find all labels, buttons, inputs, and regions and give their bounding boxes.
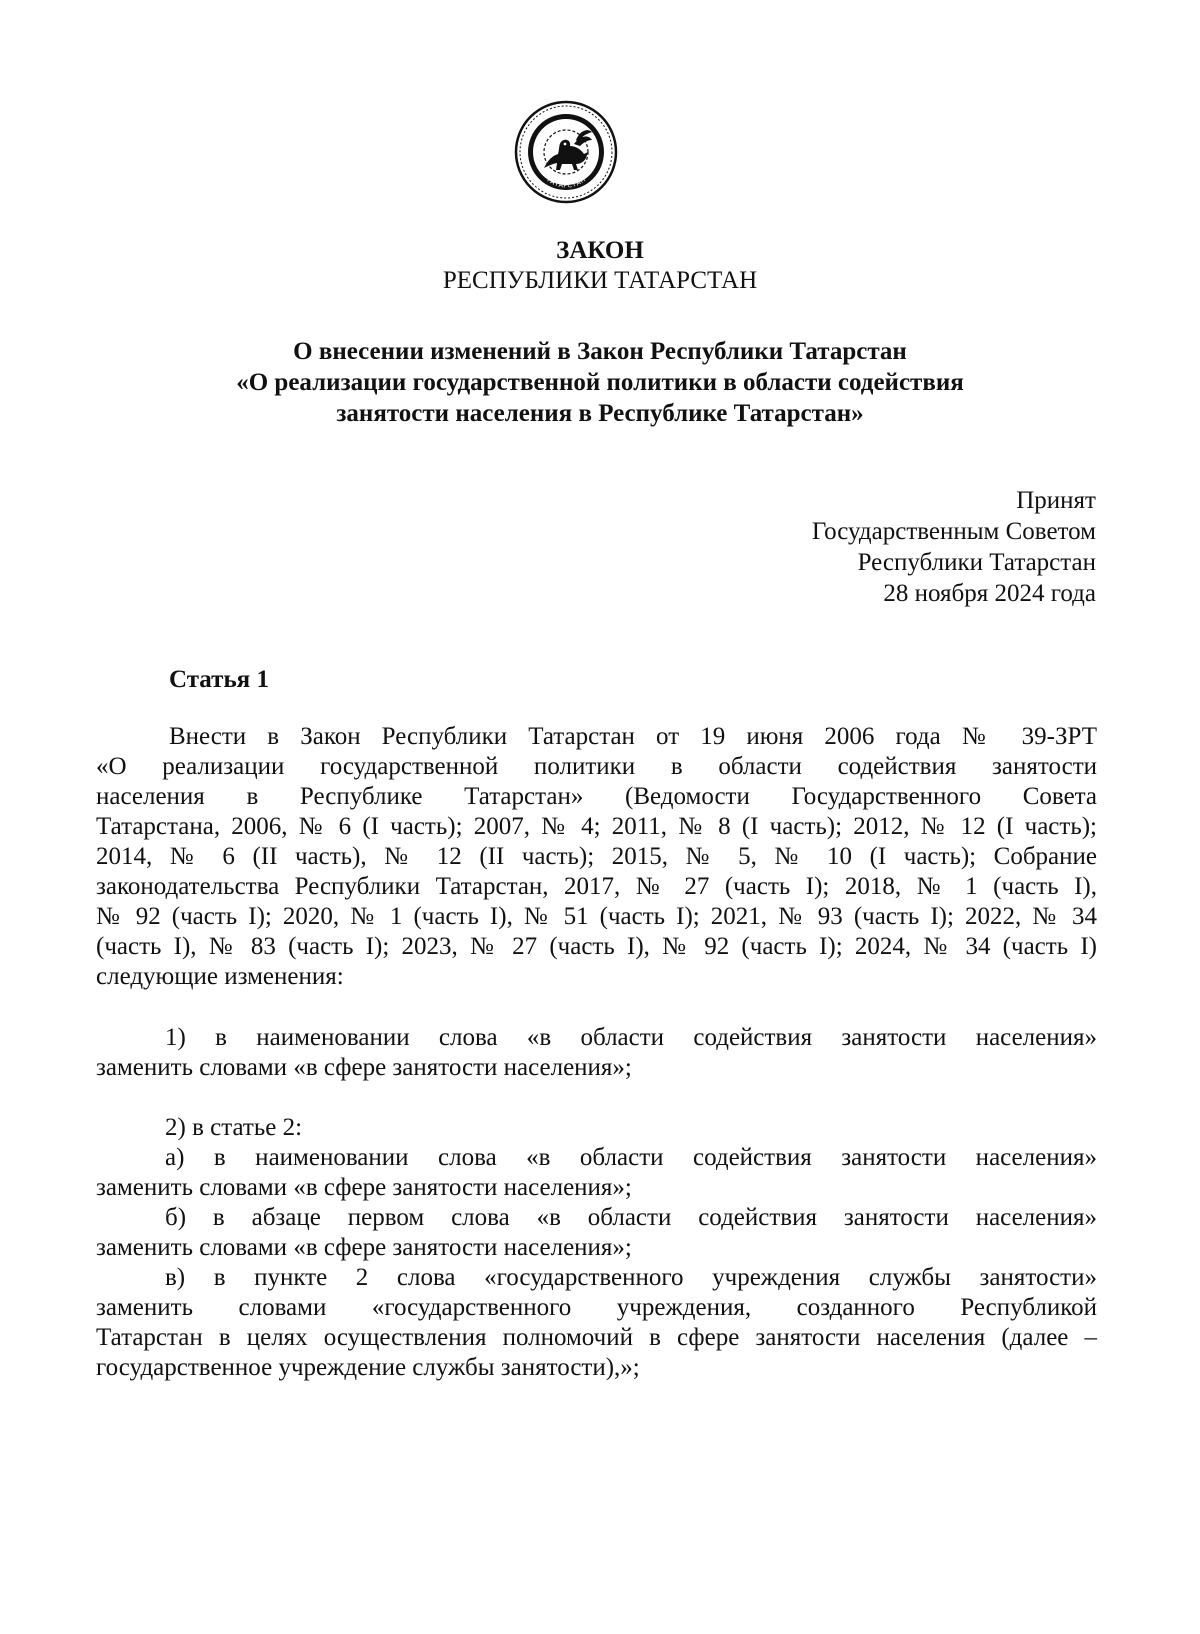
paragraph-line: «О реализации государственной политики в области содействия занятости (96, 753, 1097, 780)
article-title: Статья 1 (169, 666, 269, 693)
paragraph-line: населения в Республике Татарстан» (Ведомости Государственного Совета (96, 783, 1097, 810)
item-1 (96, 1023, 1097, 1083)
document-heading (160, 336, 1040, 429)
paragraph-line: заменить словами «государственного учреждения, созданного Республикой (96, 1294, 1097, 1321)
paragraph-line: 2014, № 6 (II часть), № 12 (II часть); 2015, № 5, № 10 (I часть); Собрание (96, 843, 1097, 870)
paragraph-line: заменить словами «в сфере занятости населения»; (96, 1054, 632, 1081)
paragraph-line: заменить словами «в сфере занятости населения»; (96, 1174, 632, 1201)
emblem-inscription: ТАТАРСТАН (544, 175, 588, 190)
article-intro-paragraph (96, 722, 1097, 992)
paragraph-line: б) в абзаце первом слова «в области содействия занятости населения» (165, 1204, 1097, 1231)
paragraph-line: заменить словами «в сфере занятости населения»; (96, 1234, 632, 1261)
adoption-line: Принят (1016, 487, 1096, 514)
paragraph-line: государственное учреждение службы занятости),»; (96, 1354, 640, 1381)
paragraph-line: Татарстана, 2006, № 6 (I часть); 2007, № 4; 2011, № 8 (I часть); 2012, № 12 (I часть); (96, 813, 1097, 840)
paragraph-line: Татарстан в целях осуществления полномочий в сфере занятости населения (далее – (96, 1324, 1097, 1351)
paragraph-line: (часть I), № 83 (часть I); 2023, № 27 (часть I), № 92 (часть I); 2024, № 34 (часть I) (96, 933, 1097, 960)
item-2 (96, 1113, 1097, 1383)
adoption-line: Государственным Советом (811, 518, 1096, 545)
paragraph-line: № 92 (часть I); 2020, № 1 (часть I), № 51 (часть I); 2021, № 93 (часть I); 2022, № 34 (96, 903, 1097, 930)
paragraph-line: следующие изменения: (96, 963, 344, 990)
item-2-title: 2) в статье 2: (165, 1114, 303, 1141)
law-subtitle: РЕСПУБЛИКИ ТАТАРСТАН (442, 267, 758, 294)
coat-of-arms-icon (514, 100, 618, 204)
paragraph-line: 1) в наименовании слова «в области содействия занятости населения» (165, 1024, 1097, 1051)
paragraph-line: а) в наименовании слова «в области содействия занятости населения» (165, 1144, 1097, 1171)
law-title: ЗАКОН (556, 237, 644, 264)
heading-line: О внесении изменений в Закон Республики Татарстан (293, 338, 907, 365)
heading-line: занятости населения в Республике Татарстан» (336, 400, 864, 427)
adoption-date: 28 ноября 2024 года (883, 580, 1096, 607)
paragraph-line: в) в пункте 2 слова «государственного учреждения службы занятости» (165, 1264, 1097, 1291)
paragraph-line: законодательства Республики Татарстан, 2017, № 27 (часть I); 2018, № 1 (часть I), (96, 873, 1097, 900)
paragraph-line: Внести в Закон Республики Татарстан от 19 июня 2006 года № 39-ЗРТ (169, 723, 1097, 750)
adoption-block (812, 485, 1096, 609)
heading-line: «О реализации государственной политики в области содействия (236, 369, 964, 396)
adoption-line: Республики Татарстан (857, 549, 1096, 576)
